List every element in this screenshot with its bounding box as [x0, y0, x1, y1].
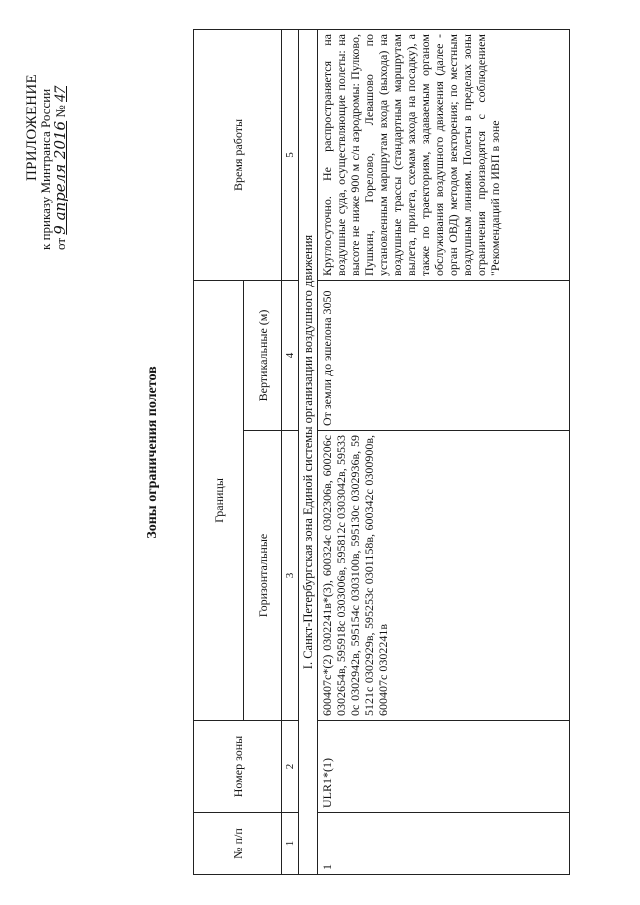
column-number: 2	[282, 721, 299, 813]
handwritten-number: 47	[52, 86, 69, 102]
header-horizontal: Горизонтальные	[244, 431, 282, 721]
vertical-bounds: От земли до эшелона 3050	[318, 281, 570, 431]
operating-time: Круглосуточно. Не распространяется на воздушные суда, осуществляющие полеты: на высоте не ниже 900 м с/н аэродромы: Пулково, Пушкин, Горелово, Левашово по установленным маршрутам входа (выхода) на воздушные трассы (стандартным маршрутам вылета, прилета, схемам захода на посадку), а также по траекториям, задаваемым органом обслуживания воздушного движения (далее - орган ОВД) методом векторения; по местным воздушным линиям. Полеты в пределах зоны ограничения производятся с соблюдением "Рекомендаций по ИВП в зоне	[318, 30, 570, 281]
header-bounds: Границы	[194, 281, 244, 721]
appendix-date-line	[53, 5, 68, 250]
page-title: Зоны ограничения полетов	[145, 366, 160, 539]
column-number: 3	[282, 431, 299, 721]
number-label: №	[53, 105, 68, 118]
table-row	[318, 30, 570, 875]
appendix-block	[25, 5, 68, 250]
from-label: от	[53, 237, 68, 250]
header-zone-number: Номер зоны	[194, 721, 282, 813]
zones-table	[193, 29, 570, 875]
header-vertical: Вертикальные (м)	[244, 281, 282, 431]
horizontal-bounds: 600407с*(2) 0302241в*(3), 600324с 0302306в, 600206с 0302654в, 595918с 0303006в, 595812с 0303042в, 595330с 0302942в, 595154с 0303100в, 595130с 0302936в, 595121с 0302929в, 595253с 0301158в, 600342с 0300900в, 600407с 0302241в	[318, 431, 570, 721]
appendix-order-line: к приказу Минтранса России	[38, 88, 53, 250]
zone-number: ULR1*(1)	[318, 721, 570, 813]
handwritten-date: 9 апреля 2016	[51, 120, 69, 235]
row-number: 1	[318, 813, 570, 875]
appendix-heading: ПРИЛОЖЕНИЕ	[24, 73, 40, 182]
column-number: 1	[282, 813, 299, 875]
column-number: 4	[282, 281, 299, 431]
header-number: № п/п	[194, 813, 282, 875]
column-number: 5	[282, 30, 299, 281]
header-time: Время работы	[194, 30, 282, 281]
section-title: I. Санкт-Петербургская зона Единой системы организации воздушного движения	[299, 30, 318, 875]
